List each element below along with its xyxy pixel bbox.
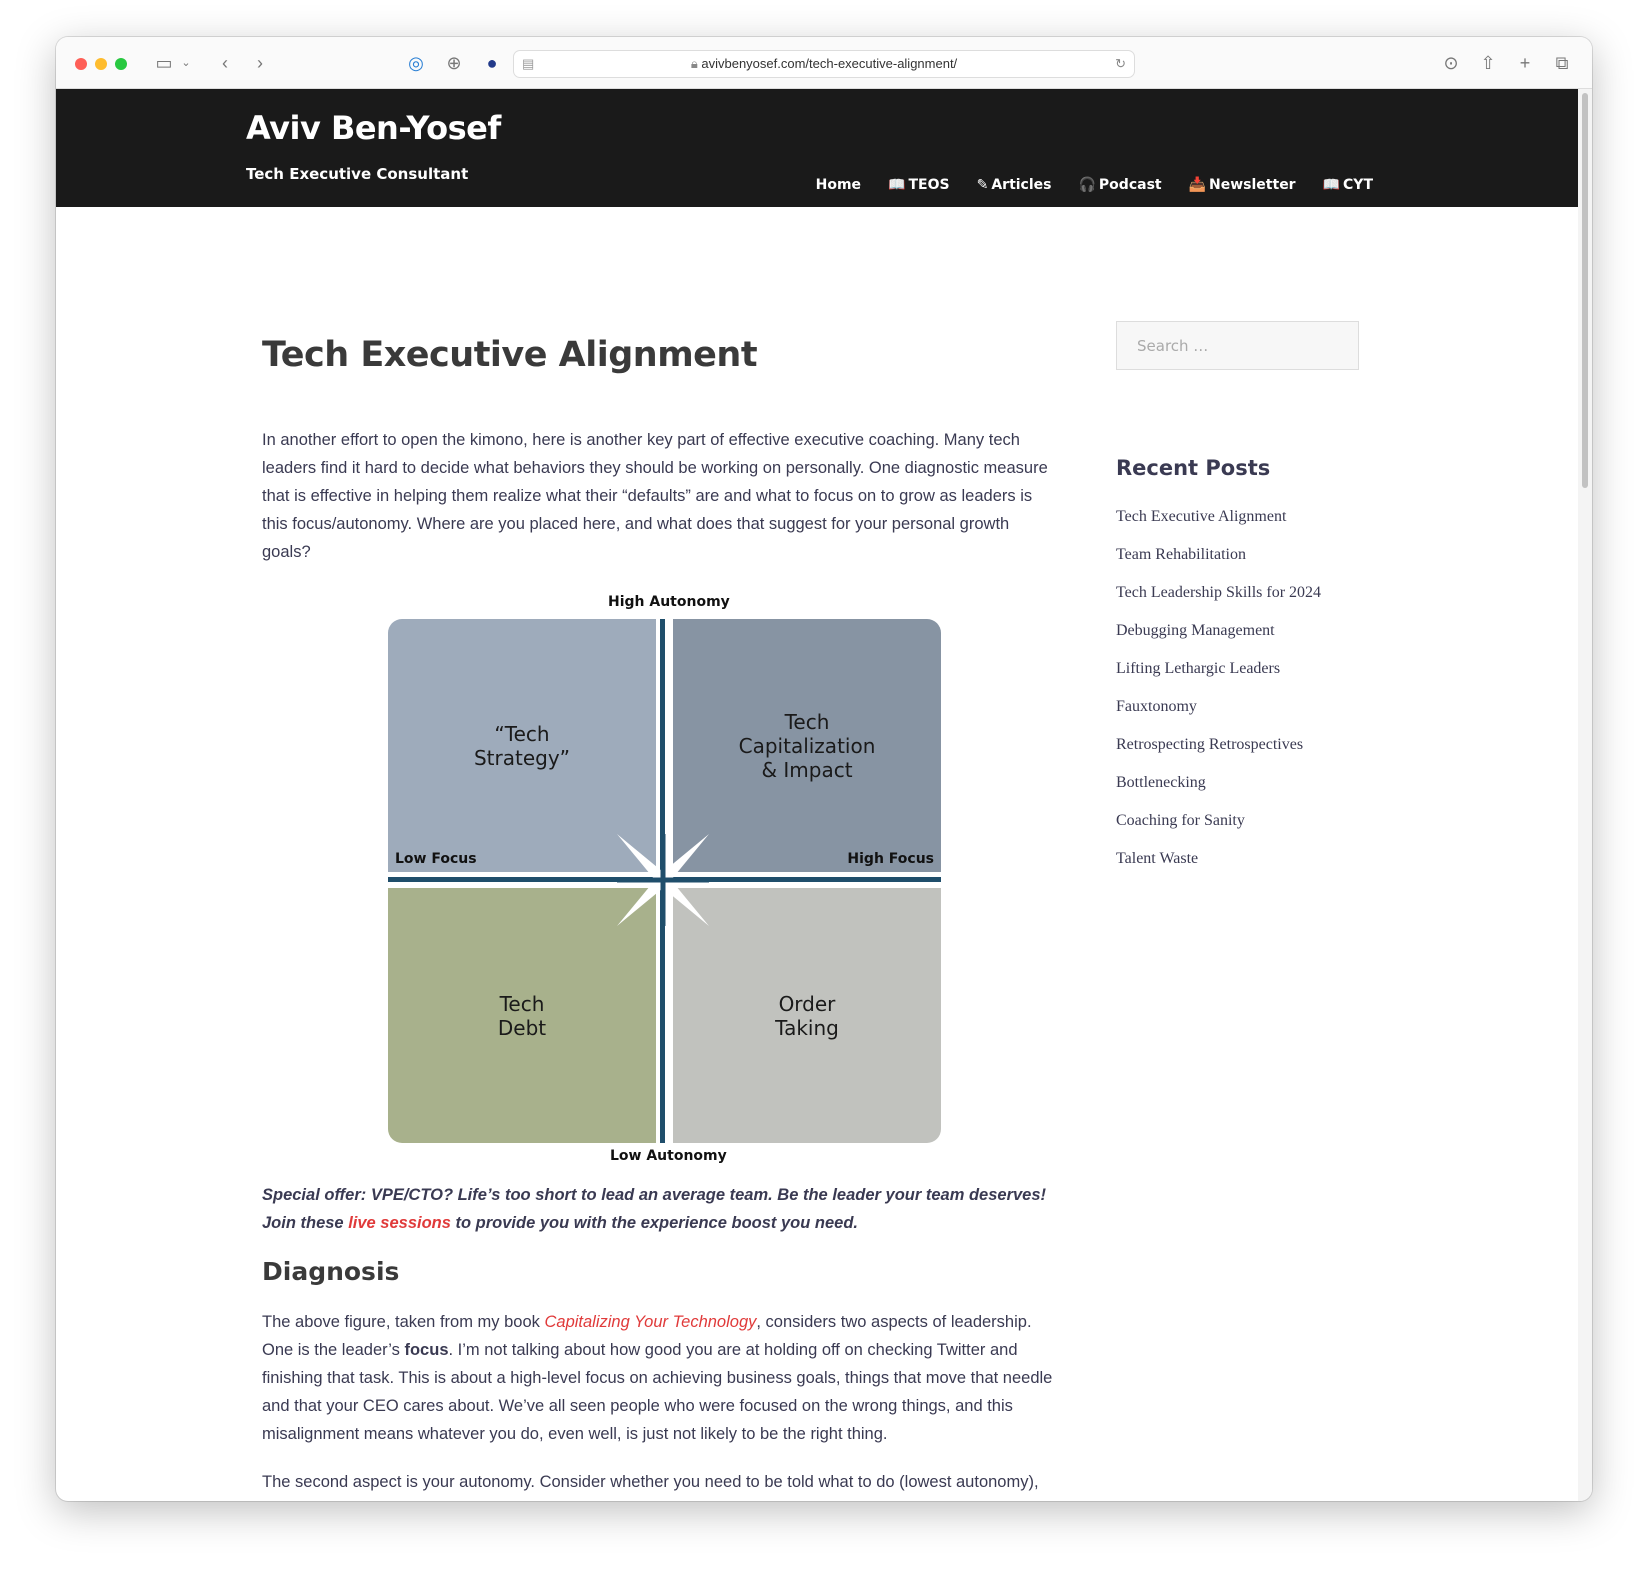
zoom-button[interactable] (115, 58, 127, 70)
new-tab-icon[interactable]: + (1519, 53, 1531, 73)
quadrant-label: Order Taking (775, 991, 839, 1040)
close-button[interactable] (75, 58, 87, 70)
nav-label: TEOS (908, 177, 950, 193)
recent-post-link[interactable]: Bottlenecking (1116, 774, 1206, 791)
text: . I’m not talking about how good you are at holding off on checking Twitter and finishing that task. This is about a high-level focus on achieving business goals, things that move that needle and that your CEO cares about. We’ve all seen people who were focused on the wrong things, and this misalignment means whatever you do, even well, is just not likely to be the right thing. (262, 1341, 1053, 1443)
password-extension-icon[interactable]: ◎ (408, 53, 424, 73)
quadrant-tech-strategy (388, 619, 656, 872)
low-autonomy-label: Low Autonomy (610, 1148, 727, 1164)
recent-post-link[interactable]: Fauxtonomy (1116, 698, 1197, 715)
recent-posts-list (1116, 508, 1321, 888)
book-link[interactable]: Capitalizing Your Technology (544, 1313, 757, 1331)
text: The above figure, taken from my book (262, 1313, 545, 1331)
sidebar-icon[interactable]: ▭ (155, 53, 173, 73)
nav-label: Articles (991, 177, 1052, 193)
recent-post-link[interactable]: Coaching for Sanity (1116, 812, 1245, 829)
nav-label: CYT (1343, 177, 1373, 193)
intro-paragraph: In another effort to open the kimono, here is another key part of effective executive coaching. Many tech leaders find it hard to decide what behaviors they should be working on personally. One diagnostic measure that is effective in helping them realize what their “defaults” are and what to focus on to grow as leaders is this focus/autonomy. Where are you placed here, and what does that suggest for your personal growth goals? (262, 431, 1048, 561)
site-tagline: Tech Executive Consultant (246, 165, 469, 183)
live-sessions-link[interactable]: live sessions (348, 1214, 451, 1232)
nav-articles[interactable] (977, 177, 1052, 193)
special-offer (262, 1181, 1062, 1237)
quadrant-label: “Tech Strategy” (473, 721, 571, 770)
nav-newsletter[interactable] (1189, 177, 1296, 193)
nav-label: Podcast (1098, 177, 1162, 193)
reader-icon[interactable]: ▤ (522, 56, 535, 71)
download-icon[interactable]: ⊙ (1443, 53, 1459, 73)
nav-cyt[interactable] (1323, 177, 1373, 193)
eu-extension-icon[interactable]: ● (486, 53, 498, 73)
recent-post-link[interactable]: Lifting Lethargic Leaders (1116, 660, 1281, 677)
recent-post-link[interactable]: Team Rehabilitation (1116, 546, 1246, 563)
headphones-icon: 🎧 (1078, 177, 1096, 193)
address-bar[interactable] (513, 50, 1135, 78)
quadrant-label: Tech Capitalization & Impact (738, 709, 876, 782)
recent-post-link[interactable]: Tech Executive Alignment (1116, 508, 1287, 525)
center-star-icon (617, 834, 709, 926)
quadrant-order-taking (673, 888, 941, 1143)
back-icon[interactable]: ‹ (222, 53, 228, 73)
site-header (56, 89, 1578, 207)
search-input[interactable]: Search … (1116, 321, 1359, 370)
recent-post-link[interactable]: Debugging Management (1116, 622, 1275, 639)
scrollbar-thumb[interactable] (1582, 93, 1588, 488)
high-focus-label: High Focus (847, 851, 934, 867)
main-nav (816, 177, 1373, 193)
text: , considers two aspects of leadership. One is the leader’s (262, 1313, 1032, 1359)
focus-autonomy-diagram (388, 619, 941, 1143)
tabs-overview-icon[interactable]: ⧉ (1555, 53, 1569, 73)
quadrant-tech-capitalization (673, 619, 941, 872)
diagnosis-paragraph (262, 1308, 1062, 1448)
low-focus-label: Low Focus (395, 851, 477, 867)
high-autonomy-label: High Autonomy (608, 594, 730, 610)
lock-icon: 🔒︎ (690, 56, 698, 71)
nav-label: Newsletter (1209, 177, 1296, 193)
autonomy-paragraph: The second aspect is your autonomy. Consider whether you need to be told what to do (lowest autonomy), (262, 1473, 1039, 1491)
forward-icon[interactable]: › (257, 53, 263, 73)
url-text: avivbenyosef.com/tech-executive-alignment/ (701, 56, 958, 71)
reload-icon[interactable]: ↻ (1115, 56, 1126, 71)
browser-window (56, 37, 1592, 1501)
book-icon: 📖 (1322, 177, 1341, 193)
offer-text: Special offer: VPE/CTO? Life’s too short to lead an average team. Be the leader your team deserves! Join these (262, 1186, 1047, 1232)
diagnosis-heading: Diagnosis (262, 1257, 400, 1286)
site-title[interactable]: Aviv Ben-Yosef (246, 109, 501, 147)
inbox-icon: 📥 (1188, 177, 1207, 193)
pencil-icon: ✎ (976, 177, 989, 193)
share-icon[interactable]: ⇧ (1480, 53, 1496, 73)
recent-posts-heading: Recent Posts (1116, 456, 1271, 480)
nav-teos[interactable] (888, 177, 950, 193)
nav-podcast[interactable] (1078, 177, 1161, 193)
quadrant-tech-debt (388, 888, 656, 1143)
recent-post-link[interactable]: Talent Waste (1116, 850, 1199, 867)
nav-home[interactable] (816, 177, 861, 193)
minimize-button[interactable] (95, 58, 107, 70)
extension-icon[interactable]: ⊕ (446, 53, 462, 73)
nav-label: Home (815, 177, 862, 193)
page-scrollbar[interactable] (1578, 89, 1592, 1501)
offer-text: to provide you with the experience boost you need. (450, 1214, 858, 1232)
recent-post-link[interactable]: Retrospecting Retrospectives (1116, 736, 1304, 753)
book-icon: 📖 (888, 177, 906, 193)
recent-post-link[interactable]: Tech Leadership Skills for 2024 (1116, 584, 1322, 601)
browser-toolbar (56, 37, 1592, 89)
text-bold: focus (404, 1341, 449, 1359)
chevron-down-icon[interactable]: ⌄ (181, 57, 191, 69)
quadrant-label: Tech Debt (497, 991, 547, 1040)
page-title: Tech Executive Alignment (262, 335, 758, 375)
